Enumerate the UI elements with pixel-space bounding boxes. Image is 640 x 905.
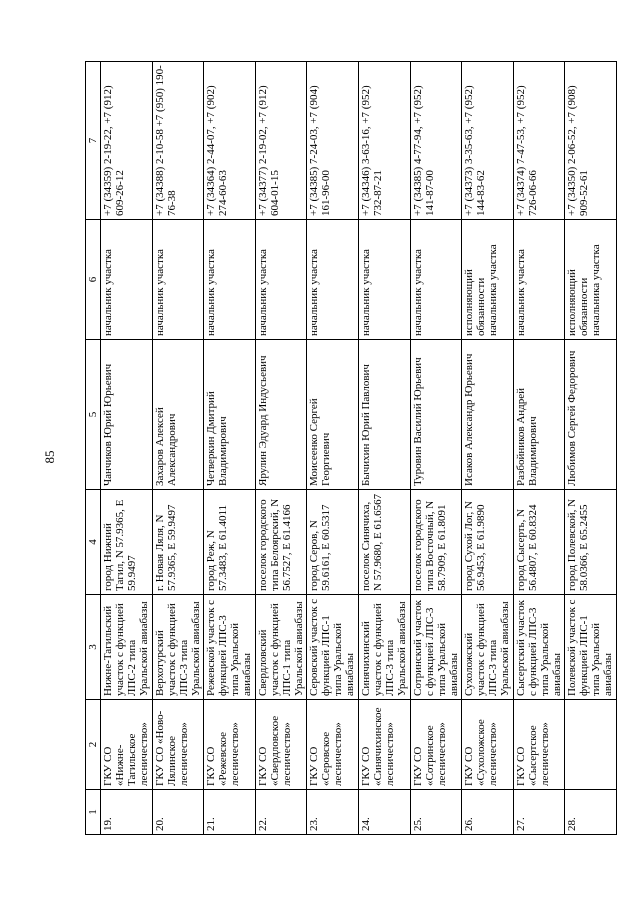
unit-location: город Сухой Лог, N 56.9453, E 61.9890: [462, 490, 514, 595]
table-row: [462, 62, 514, 835]
unit-name: Полевской участок с функцией ЛПС-1 типа Уральской авиабазы: [565, 595, 617, 700]
forestry-name: ГКУ СО «Сухоложское лесничество»: [462, 700, 514, 790]
head-position: начальник участка: [513, 220, 565, 340]
phone-numbers: +7 (34377) 2-19-02, +7 (912) 604-01-15: [255, 62, 307, 220]
forestry-name: [565, 700, 617, 790]
forestry-name: ГКУ СО «Нижне-Тагильское лесничество»: [101, 700, 153, 790]
phone-numbers: +7 (34346) 3-63-16, +7 (952) 732-87-21: [359, 62, 411, 220]
row-number: 25.: [410, 790, 462, 835]
row-number: 19.: [101, 790, 153, 835]
head-name: Любимов Сергей Федорович: [565, 340, 617, 490]
table-row: [565, 62, 617, 835]
table-row: [410, 62, 462, 835]
head-position: начальник участка: [204, 220, 256, 340]
phone-numbers: +7 (34373) 3-35-63, +7 (952) 144-83-62: [462, 62, 514, 220]
head-position: исполняющий обязанности начальника участка: [462, 220, 514, 340]
rotated-table-wrapper: [85, 62, 617, 835]
unit-name: Синячихинский участок с функцией ЛПС-3 типа Уральской авиабазы: [359, 595, 411, 700]
head-name: Чанчиков Юрий Юрьевич: [101, 340, 153, 490]
column-header: 3: [86, 595, 101, 700]
phone-numbers: +7 (34350) 2-06-52, +7 (908) 909-52-61: [565, 62, 617, 220]
column-header: 2: [86, 700, 101, 790]
page-number: 85: [42, 450, 57, 464]
table-row: [204, 62, 256, 835]
head-position: начальник участка: [307, 220, 359, 340]
unit-location: город Нижний Тагил, N 57.9365, E 59.9497: [101, 490, 153, 595]
unit-location: город Полевской, N 58.0366, E 65.2455: [565, 490, 617, 595]
head-name: Четверкин Дмитрий Владимирович: [204, 340, 256, 490]
forestry-name: ГКУ СО «Режевское лесничество»: [204, 700, 256, 790]
forestry-name: ГКУ СО «Сотринское лесничество»: [410, 700, 462, 790]
row-number: 26.: [462, 790, 514, 835]
table-row: [152, 62, 204, 835]
row-number: 20.: [152, 790, 204, 835]
phone-numbers: +7 (34374) 7-47-53, +7 (952) 726-06-66: [513, 62, 565, 220]
unit-name: Режевской участок с функцией ЛПС-3 типа Уральской авиабазы: [204, 595, 256, 700]
column-header: 1: [86, 790, 101, 835]
forestry-name: ГКУ СО «Свердловское лесничество»: [255, 700, 307, 790]
column-header: 4: [86, 490, 101, 595]
unit-location: поселок Синячиха, N 57.9680, E 61.6567: [359, 490, 411, 595]
unit-location: поселок городского типа Белоярский, N 56.7527, E 61.4166: [255, 490, 307, 595]
head-position: начальник участка: [410, 220, 462, 340]
unit-name: Свердловский участок с функцией ЛПС-1 типа Уральской авиабазы: [255, 595, 307, 700]
row-number: 21.: [204, 790, 256, 835]
head-position: начальник участка: [152, 220, 204, 340]
lpс-units-table: [85, 61, 617, 835]
unit-name: Сысертский участок с функцией ЛПС-3 типа Уральской авиабазы: [513, 595, 565, 700]
phone-numbers: +7 (34364) 2-44-07, +7 (902) 274-60-63: [204, 62, 256, 220]
table-row: [255, 62, 307, 835]
phone-numbers: +7 (34359) 2-19-22, +7 (912) 609-26-12: [101, 62, 153, 220]
head-position: исполняющий обязанности начальника участка: [565, 220, 617, 340]
row-number: 22.: [255, 790, 307, 835]
head-name: Разбойников Андрей Владимирович: [513, 340, 565, 490]
unit-name: Сотринский участок с функцией ЛПС-3 типа Уральской авиабазы: [410, 595, 462, 700]
table-row: [359, 62, 411, 835]
table-row: [101, 62, 153, 835]
head-name: Бычихин Юрий Павлович: [359, 340, 411, 490]
forestry-name: ГКУ СО «Серовское лесничество»: [307, 700, 359, 790]
head-position: начальник участка: [101, 220, 153, 340]
head-name: Захаров Алексей Александрович: [152, 340, 204, 490]
unit-location: город Реж, N 57.3483, E 61.4011: [204, 490, 256, 595]
forestry-name: ГКУ СО «Ново-Лялинское лесничество»: [152, 700, 204, 790]
table-header-row: [86, 62, 101, 835]
phone-numbers: +7 (34388) 2-10-58 +7 (950) 190-76-38: [152, 62, 204, 220]
unit-name: Сухоложский участок с функцией ЛПС-3 типа Уральской авиабазы: [462, 595, 514, 700]
row-number: 28.: [565, 790, 617, 835]
head-name: Моисеенко Сергей Георгиевич: [307, 340, 359, 490]
head-name: Туровин Василий Юрьевич: [410, 340, 462, 490]
column-header: 5: [86, 340, 101, 490]
unit-location: поселок городского типа Восточный, N 58.7909, E 61.8091: [410, 490, 462, 595]
head-position: начальник участка: [359, 220, 411, 340]
head-name: Исаков Александр Юрьевич: [462, 340, 514, 490]
row-number: 24.: [359, 790, 411, 835]
table-row: [513, 62, 565, 835]
column-header: 7: [86, 62, 101, 220]
row-number: 27.: [513, 790, 565, 835]
unit-location: город Серов, N 59.6161, E 60.5317: [307, 490, 359, 595]
phone-numbers: +7 (34385) 7-24-03, +7 (904) 161-96-00: [307, 62, 359, 220]
forestry-name: ГКУ СО «Сысертское лесничество»: [513, 700, 565, 790]
unit-name: Верхотурский участок с функцией ЛПС-3 типа Уральской авиабазы: [152, 595, 204, 700]
phone-numbers: +7 (34385) 4-77-94, +7 (952) 141-87-00: [410, 62, 462, 220]
head-name: Ярулин Эдуард Индусьевич: [255, 340, 307, 490]
row-number: 23.: [307, 790, 359, 835]
unit-name: Серовский участок с функцией ЛПС-1 типа Уральской авиабазы: [307, 595, 359, 700]
head-position: начальник участка: [255, 220, 307, 340]
column-header: 6: [86, 220, 101, 340]
table-row: [307, 62, 359, 835]
forestry-name: ГКУ СО «Синячихинское лесничество»: [359, 700, 411, 790]
unit-location: г. Новая Ляля, N 57.9365, E 59.9497: [152, 490, 204, 595]
unit-name: Нижне-Тагильский участок с функцией ЛПС-2 типа Уральской авиабазы: [101, 595, 153, 700]
unit-location: город Сысерть, N 56.4807, E 60.8324: [513, 490, 565, 595]
